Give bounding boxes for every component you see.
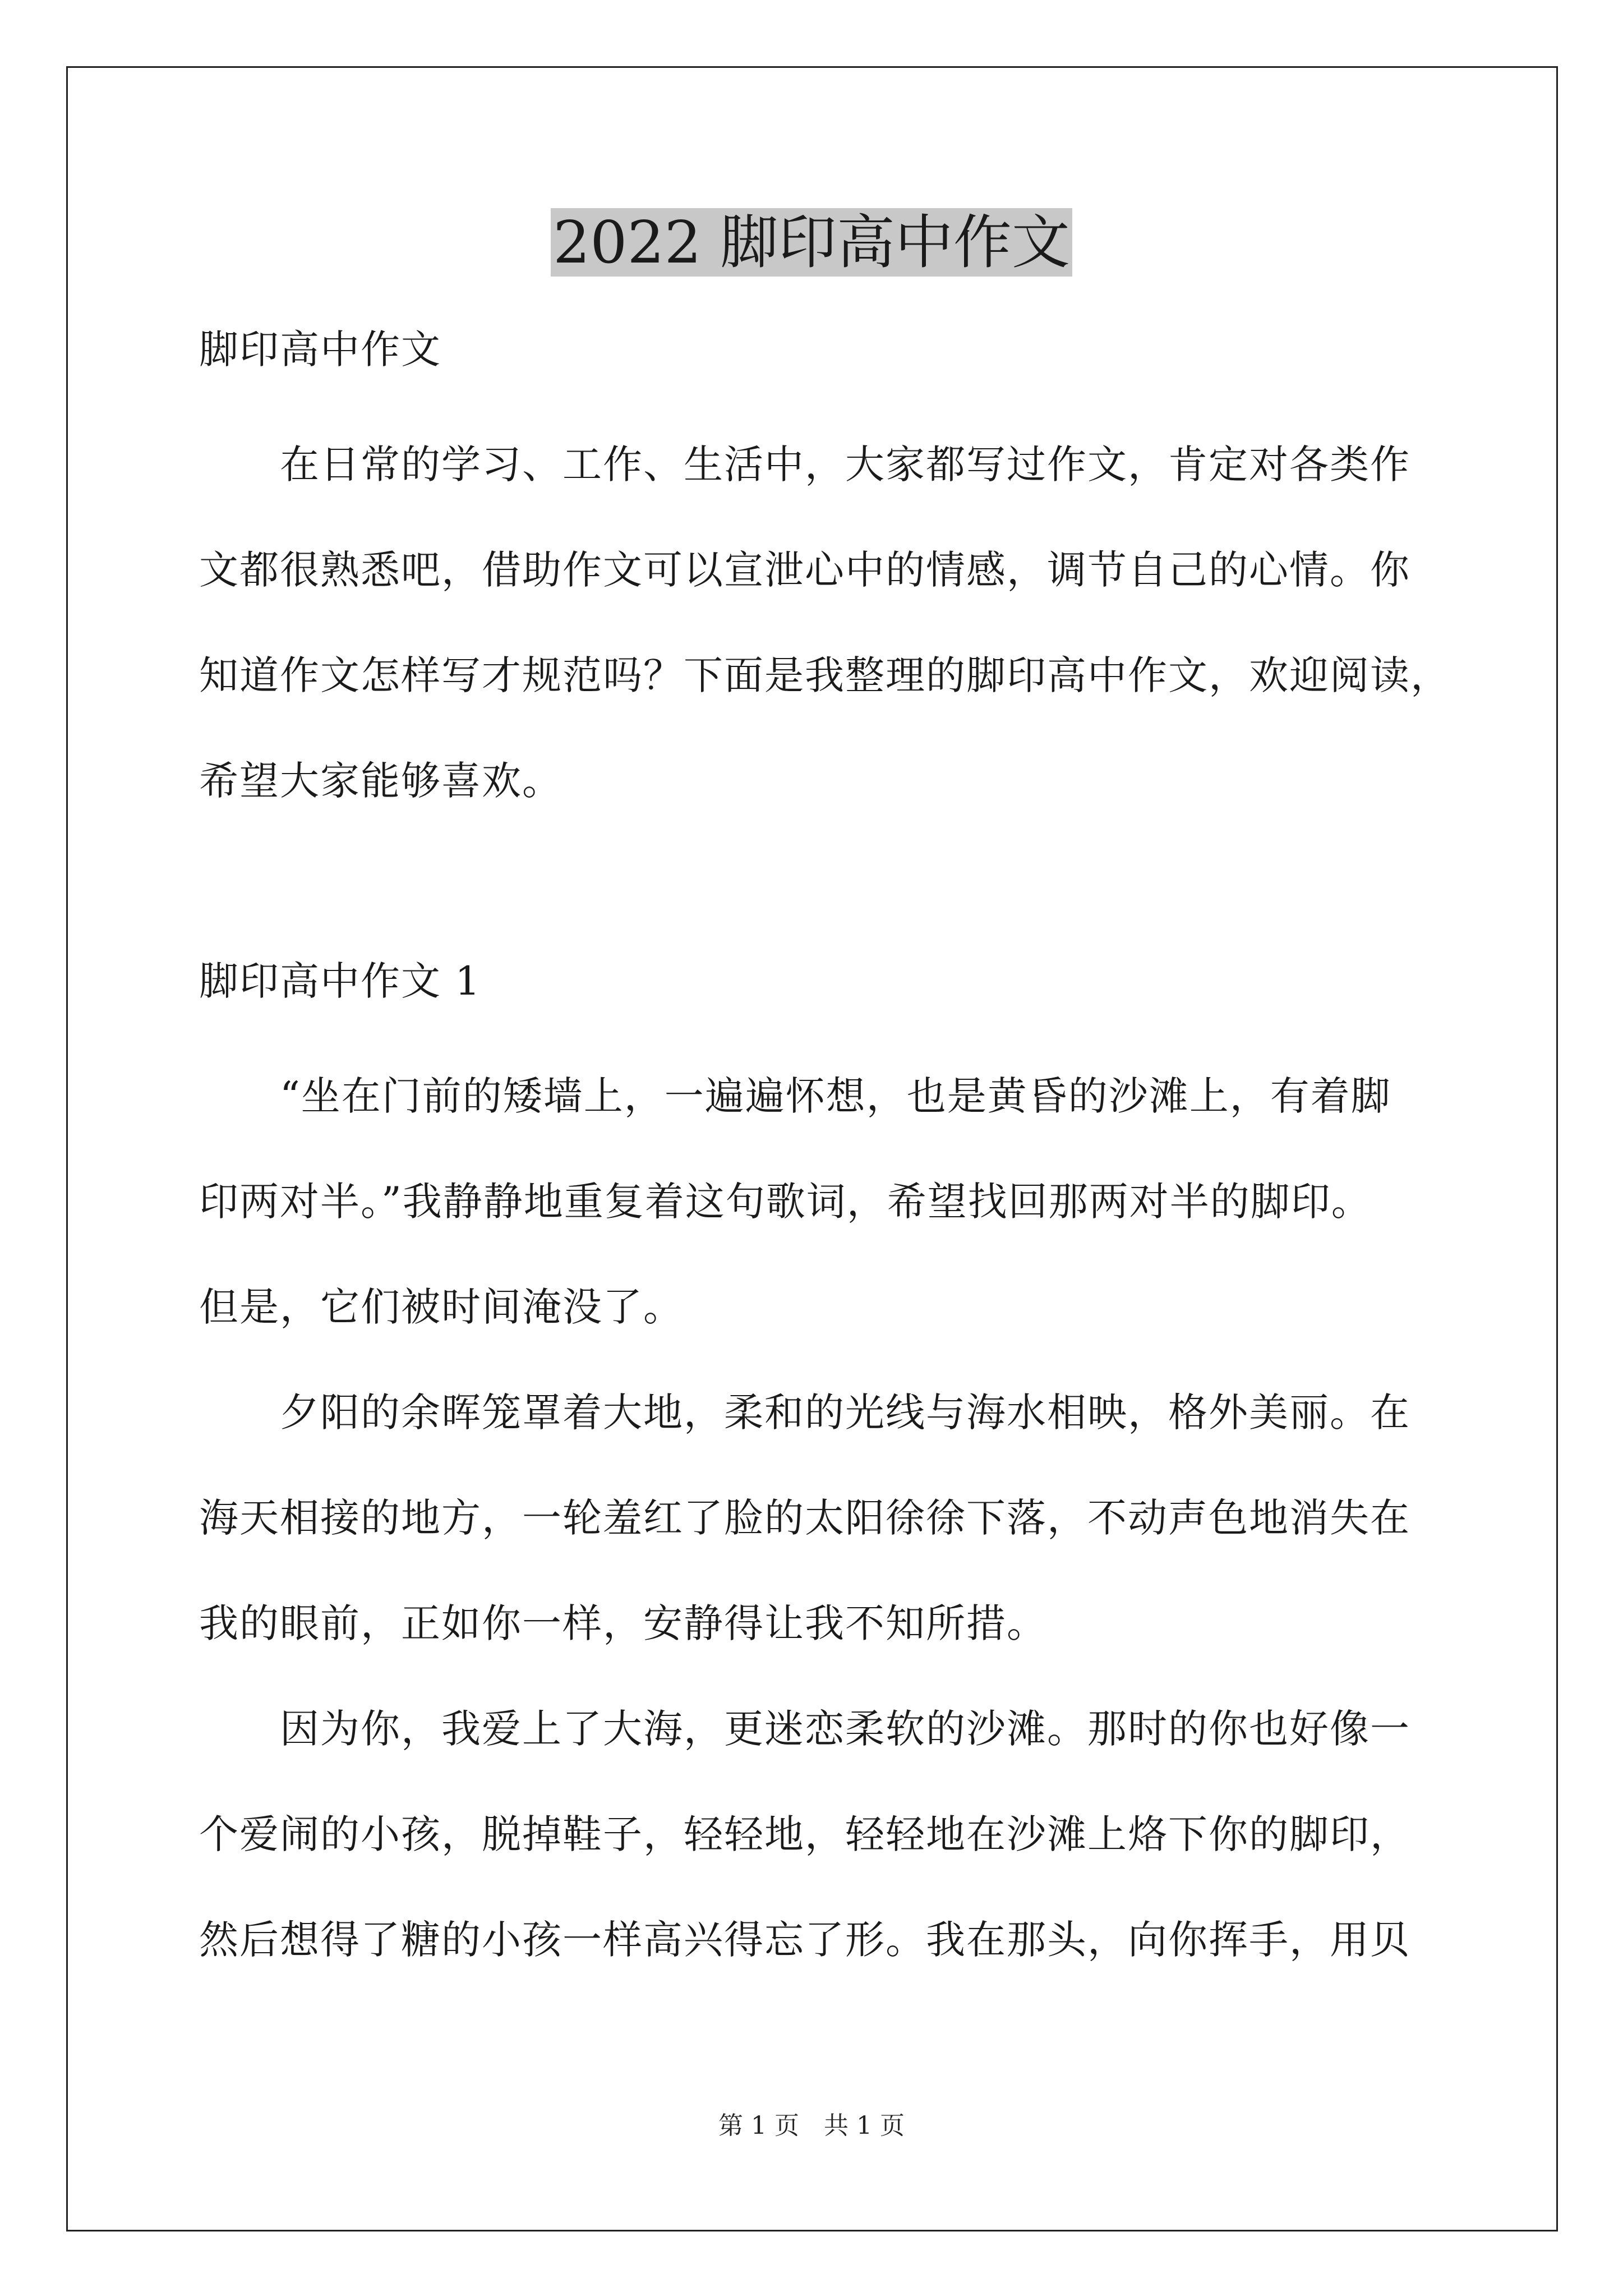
page-footer: 第 1 页 共 1 页 <box>718 2111 905 2140</box>
intro-line: 希望大家能够喜欢。 <box>199 758 562 804</box>
essay-paragraph-1 <box>199 1043 1461 1360</box>
essay-line: 印两对半。”我静静地重复着这句歌词，希望找回那两对半的脚印。 <box>199 1179 1372 1225</box>
essay-line: 海天相接的地方，一轮羞红了脸的太阳徐徐下落，不动声色地消失在 <box>199 1495 1410 1541</box>
intro-heading: 脚印高中作文 <box>199 326 441 372</box>
essay-paragraph-2 <box>199 1360 1461 1676</box>
intro-paragraph <box>199 412 1461 834</box>
document-body <box>199 314 1461 1993</box>
intro-line: 在日常的学习、工作、生活中，大家都写过作文，肯定对各类作 <box>199 441 1410 487</box>
essay-line: 个爱闹的小孩，脱掉鞋子，轻轻地，轻轻地在沙滩上烙下你的脚印， <box>199 1811 1410 1857</box>
essay-line: 夕阳的余晖笼罩着大地，柔和的光线与海水相映，格外美丽。在 <box>199 1389 1410 1435</box>
document-title-text: 2022 脚印高中作文 <box>551 208 1072 277</box>
essay-paragraph-3 <box>199 1676 1461 1993</box>
essay-line: 我的眼前，正如你一样，安静得让我不知所措。 <box>199 1600 1047 1646</box>
essay-line: “坐在门前的矮墙上，一遍遍怀想，也是黄昏的沙滩上，有着脚 <box>199 1073 1391 1119</box>
essay-line: 因为你，我爱上了大海，更迷恋柔软的沙滩。那时的你也好像一 <box>199 1706 1410 1752</box>
essay-line: 但是，它们被时间淹没了。 <box>199 1284 684 1330</box>
intro-line: 知道作文怎样写才规范吗？下面是我整理的脚印高中作文，欢迎阅读， <box>199 652 1451 698</box>
essay-line: 然后想得了糖的小孩一样高兴得忘了形。我在那头，向你挥手，用贝 <box>199 1917 1410 1963</box>
intro-line: 文都很熟悉吧，借助作文可以宣泄心中的情感，调节自己的心情。你 <box>199 547 1410 593</box>
essay-heading: 脚印高中作文 1 <box>199 958 481 1004</box>
document-title <box>0 203 1623 282</box>
